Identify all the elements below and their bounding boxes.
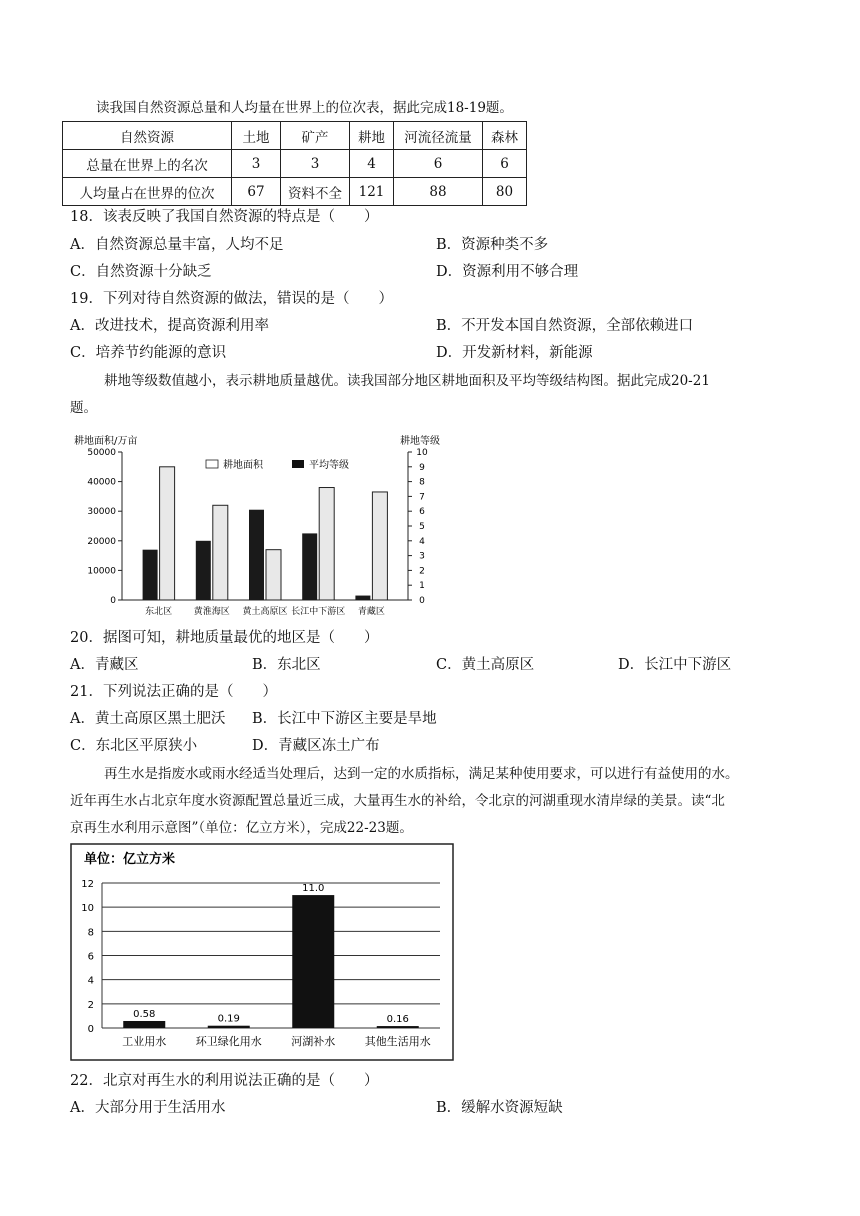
bar-area [213,505,228,600]
x-tick-label: 环卫绿化用水 [195,1035,262,1048]
y-tick-label: 20000 [87,536,116,547]
x-tick-label: 青藏区 [357,607,385,617]
bar-area [266,550,281,600]
q19-option-a: A．改进技术，提高资源利用率 [70,318,269,334]
table-cell: 矿产 [281,122,350,150]
table-cell: 耕地 [350,122,394,150]
y-tick-label: 6 [87,951,94,963]
q21-option-a: A．黄土高原区黑土肥沃 [70,711,226,727]
q22-stem: 22．北京对再生水的利用说法正确的是（ ） [70,1073,379,1089]
y-tick-label: 12 [81,879,94,890]
y2-tick-label: 10 [416,448,428,458]
farmland-chart [70,430,450,620]
table-cell: 67 [232,178,281,206]
y-tick-label: 0 [110,596,116,606]
x-tick-label: 东北区 [145,607,173,617]
q21-stem: 21．下列说法正确的是（ ） [70,684,277,700]
intro-22-23-line1: 再生水是指废水或雨水经适当处理后，达到一定的水质指标，满足某种使用要求，可以进行有益使用的水。 [104,766,739,782]
x-tick-label: 工业用水 [122,1035,167,1048]
table-cell: 河流径流量 [394,122,483,150]
q18-stem: 18．该表反映了我国自然资源的特点是（ ） [70,209,379,225]
y2-tick-label: 5 [419,522,425,532]
intro-20-21-line1: 耕地等级数值越小，表示耕地质量越优。读我国部分地区耕地面积及平均等级结构图。据此完成20-21 [104,373,710,389]
x-tick-label: 黄土高原区 [242,607,288,617]
y-tick-label: 30000 [87,507,116,518]
table-cell: 6 [483,150,527,178]
table-cell: 88 [394,178,483,206]
y2-tick-label: 3 [419,551,425,562]
y-axis-label: 耕地面积/万亩 [74,436,138,447]
bar-area [372,492,387,600]
y2-tick-label: 1 [419,581,425,592]
table-cell: 80 [483,178,527,206]
data-label: 11.0 [302,883,325,895]
data-label: 0.19 [217,1013,240,1025]
q21-option-b: B．长江中下游区主要是旱地 [252,711,437,727]
legend-label-grade: 平均等级 [309,460,349,471]
y2-tick-label: 7 [419,492,425,503]
q18-option-b: B．资源种类不多 [436,237,549,253]
x-tick-label: 长江中下游区 [291,607,346,617]
table-cell: 6 [394,150,483,178]
intro-22-23-line2: 近年再生水占北京年度水资源配置总量近三成，大量再生水的补给，令北京的河湖重现水清岸绿的美景。读“北 [70,793,725,809]
y-tick-label: 10 [81,903,94,915]
q22-option-b: B．缓解水资源短缺 [436,1100,563,1116]
q19-option-d: D．开发新材料，新能源 [436,345,593,361]
y-tick-label: 40000 [87,477,116,488]
y-tick-label: 50000 [87,448,116,458]
table-cell: 总量在世界上的名次 [63,150,232,178]
x-tick-label: 黄淮海区 [193,607,230,617]
x-tick-label: 其他生活用水 [364,1035,431,1048]
data-label: 0.58 [133,1008,156,1020]
table-cell: 121 [350,178,394,206]
table-header-row [63,122,527,150]
table-cell: 土地 [232,122,281,150]
bar [208,1026,250,1028]
legend-swatch-grade [292,460,304,468]
q18-option-a: A．自然资源总量丰富，人均不足 [70,237,284,253]
table-cell: 资料不全 [281,178,350,206]
q20-stem: 20．据图可知，耕地质量最优的地区是（ ） [70,630,379,646]
bar-area [160,467,175,600]
q19-option-c: C．培养节约能源的意识 [70,345,227,361]
q20-option-c: C．黄土高原区 [436,657,535,673]
bar [292,895,334,1028]
y-tick-label: 0 [87,1024,94,1035]
bar [377,1026,419,1028]
y2-tick-label: 6 [419,507,425,518]
y-tick-label: 2 [87,999,94,1011]
table-row [63,178,527,206]
table-cell: 森林 [483,122,527,150]
y2-tick-label: 8 [419,477,425,488]
q20-option-a: A．青藏区 [70,657,139,673]
y2-tick-label: 0 [419,596,425,606]
y2-tick-label: 9 [419,462,425,473]
table-cell: 自然资源 [63,122,232,150]
q21-option-c: C．东北区平原狭小 [70,738,198,754]
y-tick-label: 10000 [87,566,116,577]
q21-option-d: D．青藏区冻土广布 [252,738,380,754]
bar-grade [249,510,264,600]
x-tick-label: 河湖补水 [291,1035,336,1048]
resource-rank-table [62,121,527,206]
chart-title: 单位：亿立方米 [84,852,176,867]
q22-option-a: A．大部分用于生活用水 [70,1100,226,1116]
q20-option-b: B．东北区 [252,657,321,673]
bar-grade [196,541,211,600]
bar-grade [355,596,370,600]
q19-stem: 19．下列对待自然资源的做法，错误的是（ ） [70,291,393,307]
y2-axis-label: 耕地等级 [400,436,440,447]
y-tick-label: 8 [87,927,94,939]
table-cell: 3 [281,150,350,178]
y2-tick-label: 2 [419,566,425,577]
intro-22-23-line3: 京再生水利用示意图”（单位：亿立方米），完成22-23题。 [70,820,413,836]
y2-tick-label: 4 [419,536,425,547]
reclaimed-water-chart [70,843,454,1061]
q20-option-d: D．长江中下游区 [618,657,732,673]
q18-option-c: C．自然资源十分缺乏 [70,264,212,280]
intro-20-21-line2: 题。 [70,400,97,416]
table-row [63,150,527,178]
intro-18-19: 读我国自然资源总量和人均量在世界上的位次表，据此完成18-19题。 [96,100,513,116]
q18-option-d: D．资源利用不够合理 [436,264,579,280]
bar-grade [302,533,317,600]
table-cell: 人均量占在世界的位次 [63,178,232,206]
data-label: 0.16 [386,1014,409,1026]
table-cell: 3 [232,150,281,178]
y-tick-label: 4 [87,975,94,987]
legend-swatch-area [206,460,218,468]
table-cell: 4 [350,150,394,178]
bar-area [319,488,334,600]
bar [123,1021,165,1028]
bar-grade [143,550,158,600]
legend-label-area: 耕地面积 [223,460,263,471]
q19-option-b: B．不开发本国自然资源，全部依赖进口 [436,318,694,334]
